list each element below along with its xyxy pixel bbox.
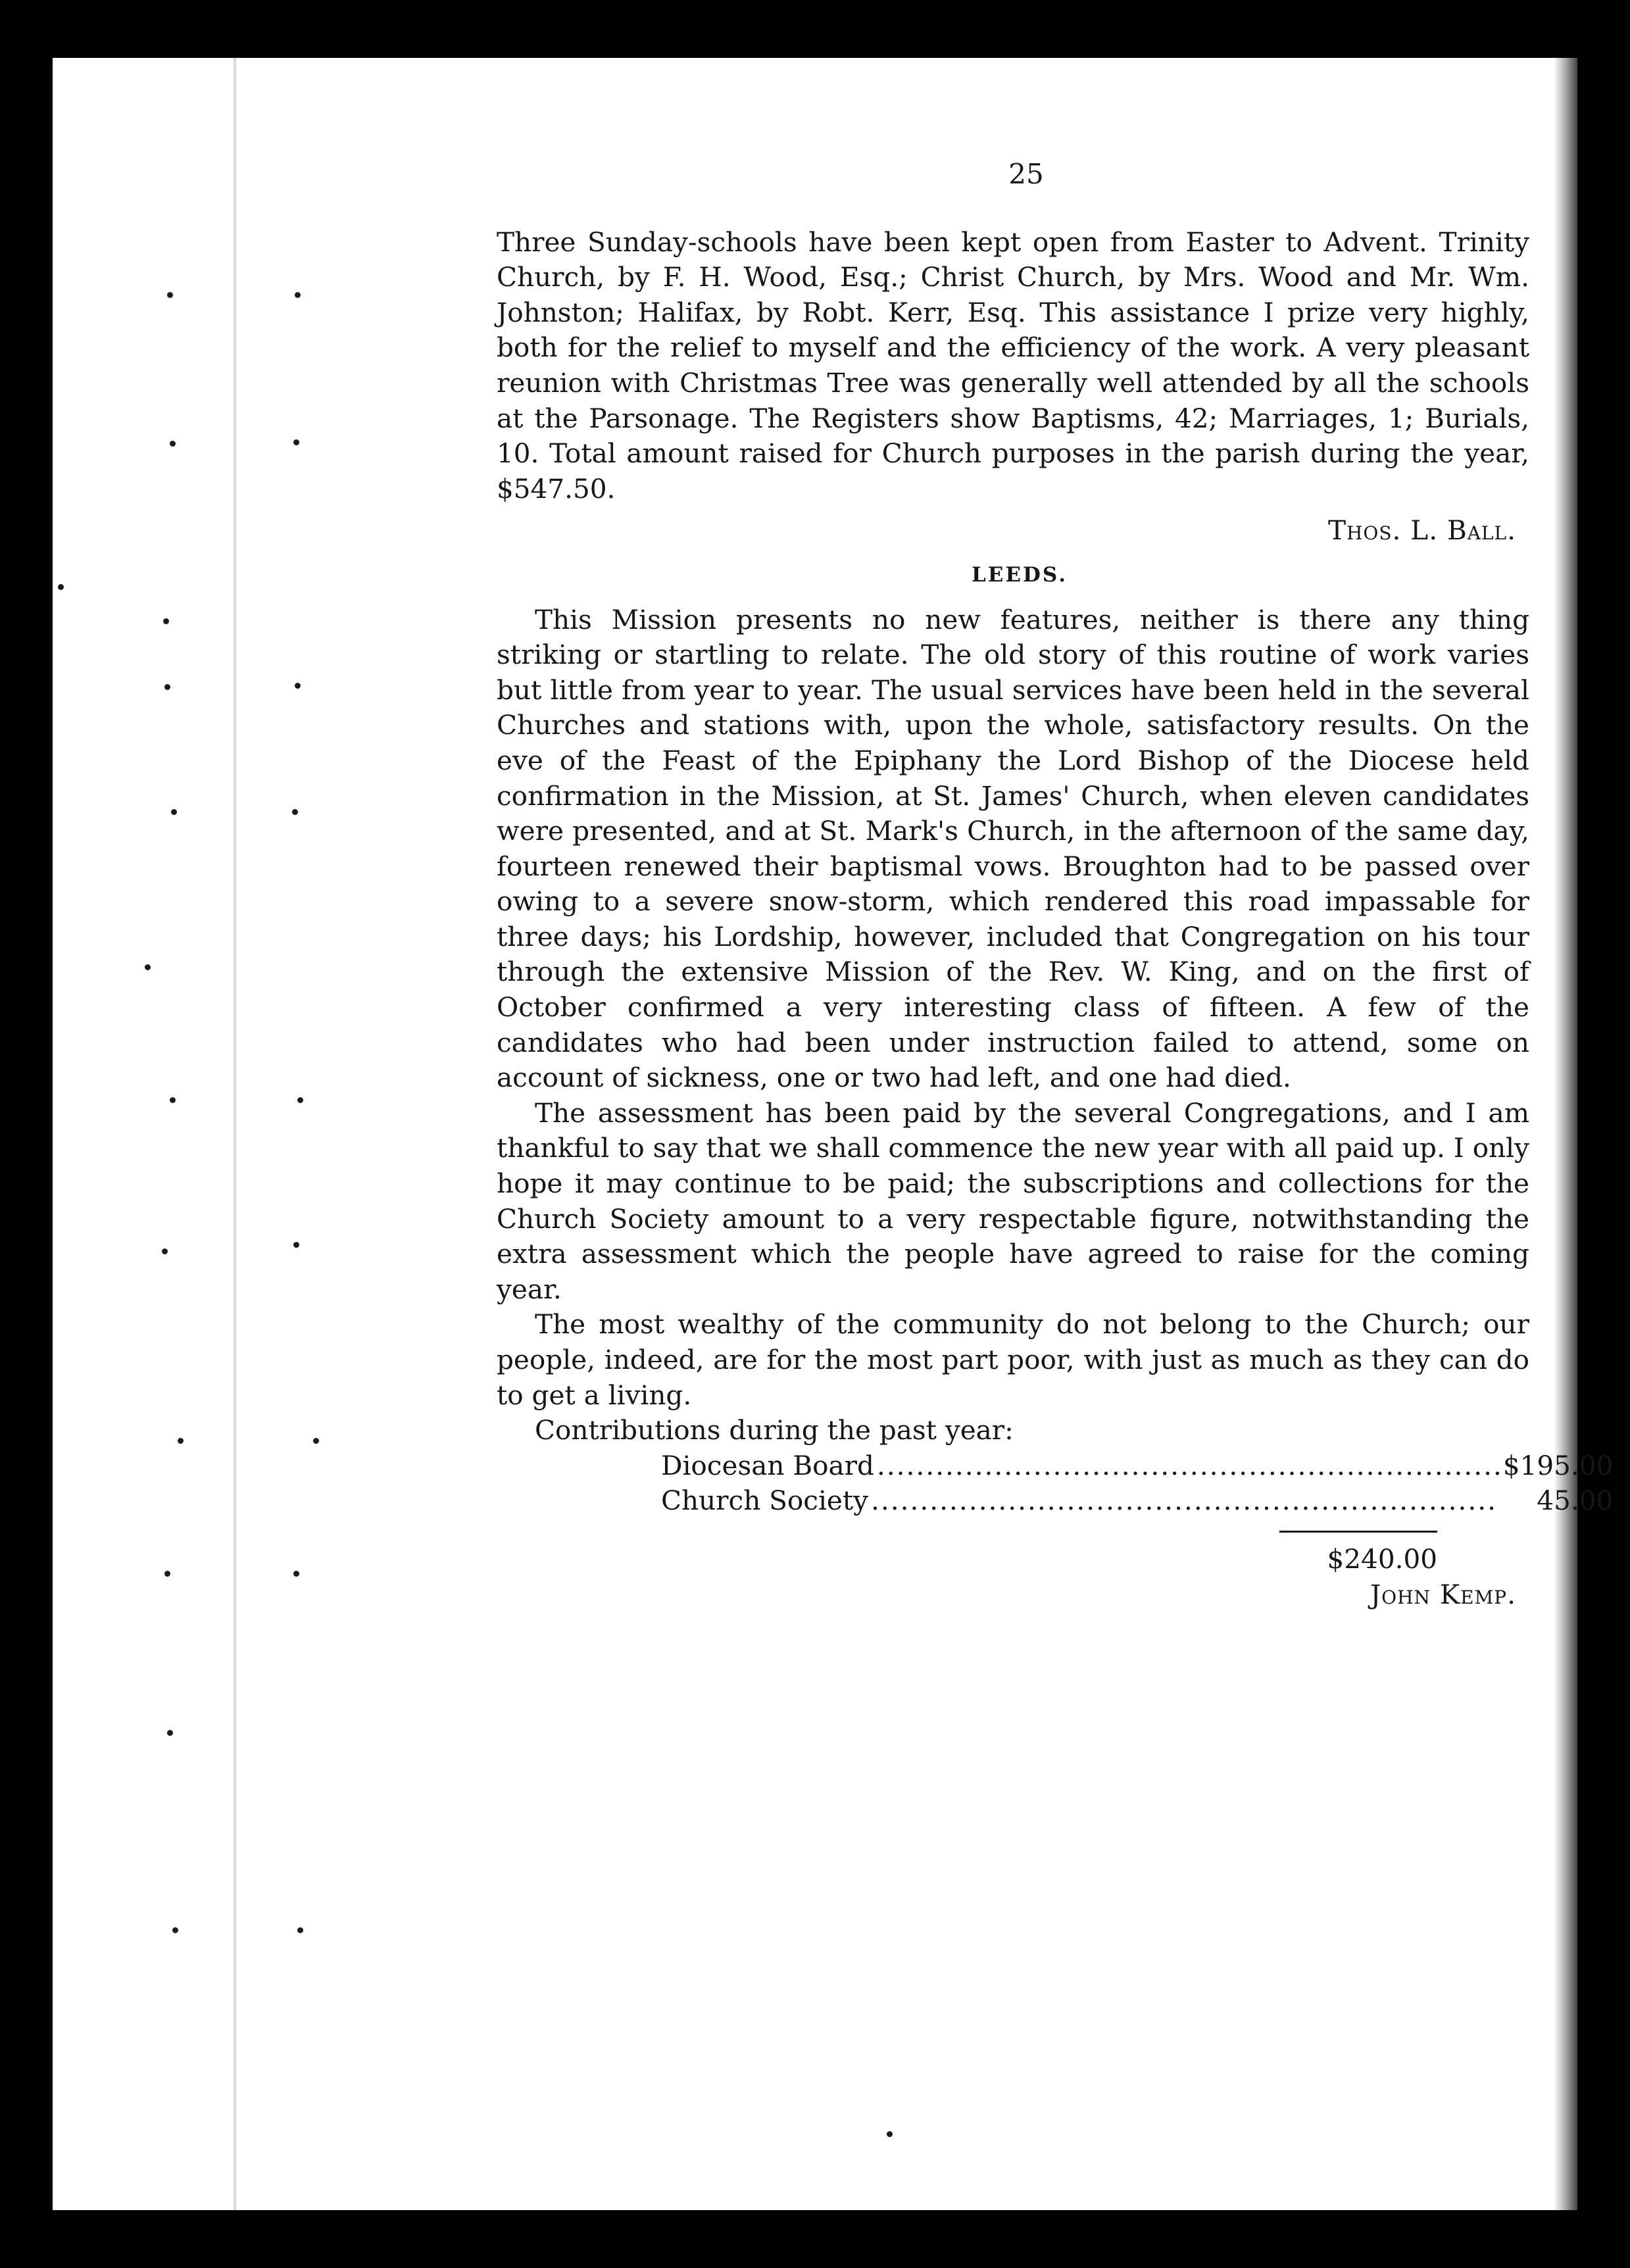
- speck: [167, 292, 173, 298]
- total-rule: [1279, 1531, 1437, 1533]
- report-paragraph: Three Sunday-schools have been kept open from Easter to Advent. Trinity Church, by F. H. Wood, Esq.; Christ Church, by Mrs. Wood and Mr. Wm. Johnston; Halifax, by Robt. Kerr, Esq. This assistance I prize very highly, both for the relief to myself and the efficiency of the work. A very pleasant reunion with Christmas Tree was generally well attended by all the schools at the Parsonage. The Registers show Baptisms, 42; Marriages, 1; Burials, 10. Total amount raised for Church purposes in the parish during the year, $547.50.: [497, 226, 1529, 505]
- speck: [172, 1927, 178, 1933]
- speck: [167, 1730, 173, 1736]
- speck: [293, 1571, 299, 1577]
- speck: [297, 1097, 303, 1103]
- speck: [163, 618, 169, 624]
- speck: [313, 1438, 319, 1444]
- dot-leader: ................................................................: [871, 1485, 1497, 1517]
- speck: [178, 1438, 184, 1444]
- speck: [295, 292, 301, 298]
- report-paragraph: The most wealthy of the community do not belong to the Church; our people, indeed, are for the most part poor, with just as much as they can do to get a living.: [497, 1308, 1529, 1411]
- speck: [293, 439, 299, 445]
- contributions-heading: Contributions during the past year:: [535, 1414, 1014, 1446]
- dot-leader: ................................................................: [876, 1449, 1503, 1481]
- speck: [171, 809, 177, 815]
- page-sheet: [53, 58, 1614, 2210]
- contribution-label-cell: [661, 1483, 1503, 1519]
- contribution-label-cell: [661, 1448, 1503, 1484]
- speck: [292, 809, 298, 815]
- report-signature: Thos. L. Ball.: [1327, 514, 1516, 547]
- speck: [162, 1248, 168, 1254]
- page-number: 25: [1008, 158, 1044, 190]
- speck: [297, 1927, 303, 1933]
- page-edge-shadow: [1554, 58, 1577, 2210]
- speck: [164, 1571, 170, 1577]
- contribution-label: Church Society: [661, 1485, 871, 1516]
- contribution-amount: $195.00: [1502, 1449, 1614, 1481]
- binding-fold: [234, 58, 236, 2210]
- speck: [170, 1097, 176, 1103]
- report-paragraph: The assessment has been paid by the several Congregations, and I am thankful to say that we shall commence the new year with all paid up. I only hope it may continue to be paid; the subscriptions and collections for the Church Society amount to a very respectable figure, notwithstanding the extra assessment which the people have agreed to raise for the coming year.: [497, 1097, 1529, 1305]
- table-row: [661, 1448, 1613, 1484]
- speck: [293, 1242, 299, 1248]
- speck: [887, 2131, 893, 2137]
- speck: [58, 584, 64, 590]
- speck: [170, 441, 176, 447]
- contribution-label: Diocesan Board: [661, 1450, 877, 1481]
- table-row: [661, 1483, 1613, 1519]
- report-signature: John Kemp.: [1370, 1578, 1516, 1610]
- speck: [164, 684, 170, 690]
- speck: [295, 683, 301, 689]
- contribution-amount: 45.00: [1537, 1485, 1614, 1517]
- page-text-column: [497, 157, 1614, 1612]
- speck: [145, 964, 151, 970]
- contributions-table: [661, 1448, 1613, 1519]
- report-paragraph: This Mission presents no new features, neither is there any thing striking or startling to relate. The old story of this routine of work varies but little from year to year. The usual services have been held in the several Churches and stations with, upon the whole, satisfactory results. On the eve of the Feast of the Epiphany the Lord Bishop of the Diocese held confirmation in the Mission, at St. James' Church, when eleven candidates were presented, and at St. Mark's Church, in the afternoon of the same day, fourteen renewed their baptismal vows. Broughton had to be passed over owing to a severe snow-storm, which rendered this road impassable for three days; his Lordship, however, included that Congregation on his tour through the extensive Mission of the Rev. W. King, and on the first of October confirmed a very interesting class of fifteen. A few of the candidates who had been under instruction failed to attend, some on account of sickness, one or two had left, and one had died.: [497, 603, 1529, 1094]
- contributions-total: $240.00: [1327, 1542, 1437, 1575]
- section-title: LEEDS.: [971, 562, 1068, 587]
